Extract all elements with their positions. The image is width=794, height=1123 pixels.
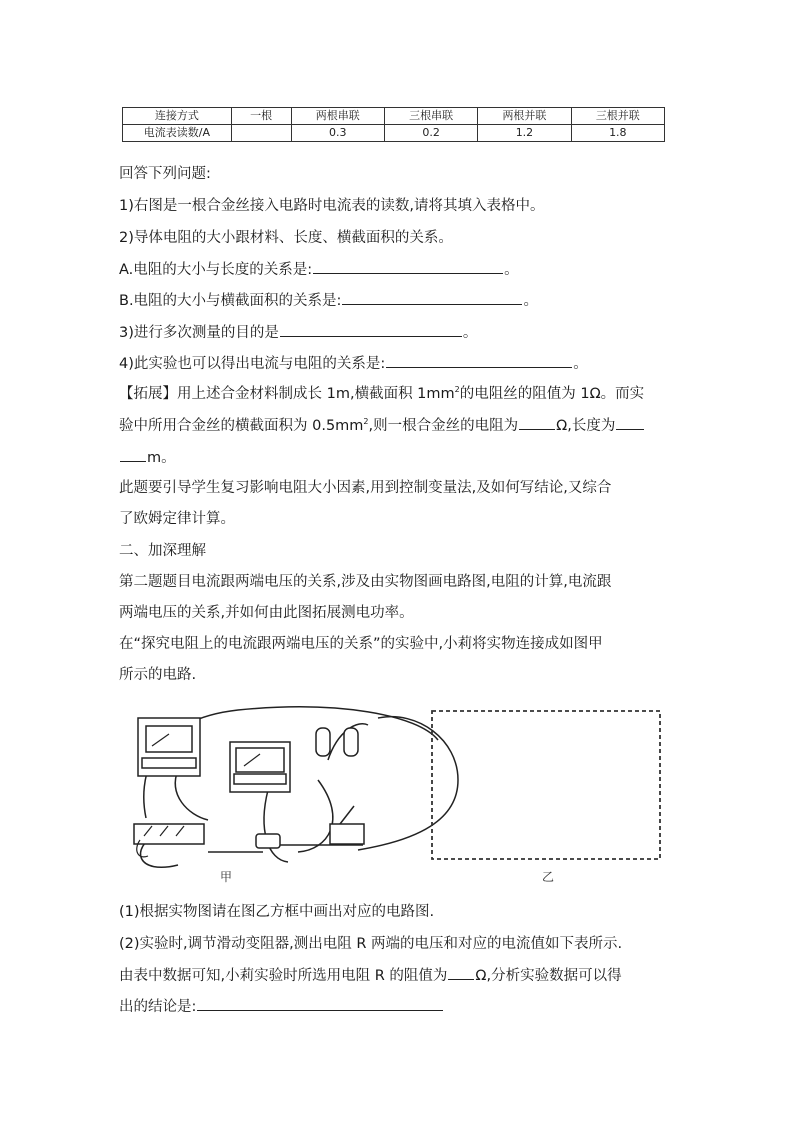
table-cell: 一根 [231, 108, 291, 125]
answer-blank [519, 415, 555, 430]
results-table [122, 107, 665, 142]
paragraph-line [119, 290, 538, 311]
line-text: Ω,分析实验数据可以得 [475, 968, 622, 984]
line-text: 【拓展】用上述合金材料制成长 1m,横截面积 1mm [119, 386, 455, 402]
table-cell: 电流表读数/A [123, 125, 232, 142]
table-cell: 三根串联 [384, 108, 477, 125]
paragraph-line: 2)导体电阻的大小跟材料、长度、横截面积的关系。 [119, 230, 453, 246]
superscript: 2 [454, 385, 460, 395]
line-text: 验中所用合金丝的横截面积为 0.5mm [119, 418, 364, 434]
table-header-row [123, 108, 665, 125]
paragraph-line [119, 353, 588, 374]
line-text: 4)此实验也可以得出电流与电阻的关系是: [119, 356, 386, 372]
table-row [123, 125, 665, 142]
line-text: Ω,长度为 [556, 418, 616, 434]
line-text: 。 [504, 262, 519, 278]
paragraph-line [119, 415, 645, 436]
circuit-figure [118, 700, 678, 890]
answer-blank [386, 353, 572, 368]
line-text: 。 [573, 356, 588, 372]
paragraph-line [119, 322, 477, 343]
line-text: 出的结论是: [119, 999, 197, 1015]
line-text: B.电阻的大小与横截面积的关系是: [119, 293, 342, 309]
answer-blank [120, 447, 146, 462]
answer-blank [280, 322, 462, 337]
line-text: m。 [147, 450, 176, 466]
paragraph-line: (1)根据实物图请在图乙方框中画出对应的电路图. [119, 904, 435, 920]
paragraph-line: 1)右图是一根合金丝接入电路时电流表的读数,请将其填入表格中。 [119, 198, 545, 214]
table-cell: 1.8 [571, 125, 664, 142]
table-cell: 两根并联 [478, 108, 571, 125]
line-text: ,则一根合金丝的电阻为 [368, 418, 519, 434]
table-cell: 1.2 [478, 125, 571, 142]
answer-blank [616, 415, 644, 430]
paragraph-line: 两端电压的关系,并如何由此图拓展测电功率。 [119, 605, 414, 621]
paragraph-line [119, 996, 444, 1017]
paragraph-line: 所示的电路. [119, 667, 197, 683]
answer-blank [197, 996, 443, 1011]
paragraph-line: (2)实验时,调节滑动变阻器,测出电阻 R 两端的电压和对应的电流值如下表所示. [119, 936, 623, 952]
paragraph-line: 第二题题目电流跟两端电压的关系,涉及由实物图画电路图,电阻的计算,电流跟 [119, 574, 612, 590]
figure-label-jia: 甲 [220, 870, 233, 884]
line-text: 的电阻丝的阻值为 1Ω。而实 [459, 386, 645, 402]
section-heading: 二、加深理解 [119, 543, 206, 559]
paragraph-line: 回答下列问题: [119, 166, 211, 182]
line-text: A.电阻的大小与长度的关系是: [119, 262, 313, 278]
paragraph-line: 了欧姆定律计算。 [119, 511, 235, 527]
table-cell: 两根串联 [291, 108, 384, 125]
circuit-illustration [118, 700, 678, 890]
line-text: 。 [523, 293, 538, 309]
paragraph-line [119, 259, 519, 280]
table-cell: 连接方式 [123, 108, 232, 125]
superscript: 2 [363, 417, 369, 427]
table-cell [231, 125, 291, 142]
paragraph-line [119, 447, 176, 468]
paragraph-line: 在“探究电阻上的电流跟两端电压的关系”的实验中,小莉将实物连接成如图甲 [119, 636, 603, 652]
answer-blank [448, 965, 474, 980]
paragraph-line: 此题要引导学生复习影响电阻大小因素,用到控制变量法,及如何写结论,又综合 [119, 480, 612, 496]
paragraph-line [119, 384, 644, 404]
table-cell: 0.2 [384, 125, 477, 142]
answer-blank [313, 259, 503, 274]
paragraph-line [119, 965, 622, 986]
line-text: 。 [462, 325, 478, 341]
table-cell: 三根并联 [571, 108, 664, 125]
line-text: 3)进行多次测量的目的是 [119, 325, 279, 341]
line-text: 由表中数据可知,小莉实验时所选用电阻 R 的阻值为 [119, 968, 448, 984]
figure-label-yi: 乙 [542, 870, 555, 884]
answer-blank [342, 290, 522, 305]
table-cell: 0.3 [291, 125, 384, 142]
